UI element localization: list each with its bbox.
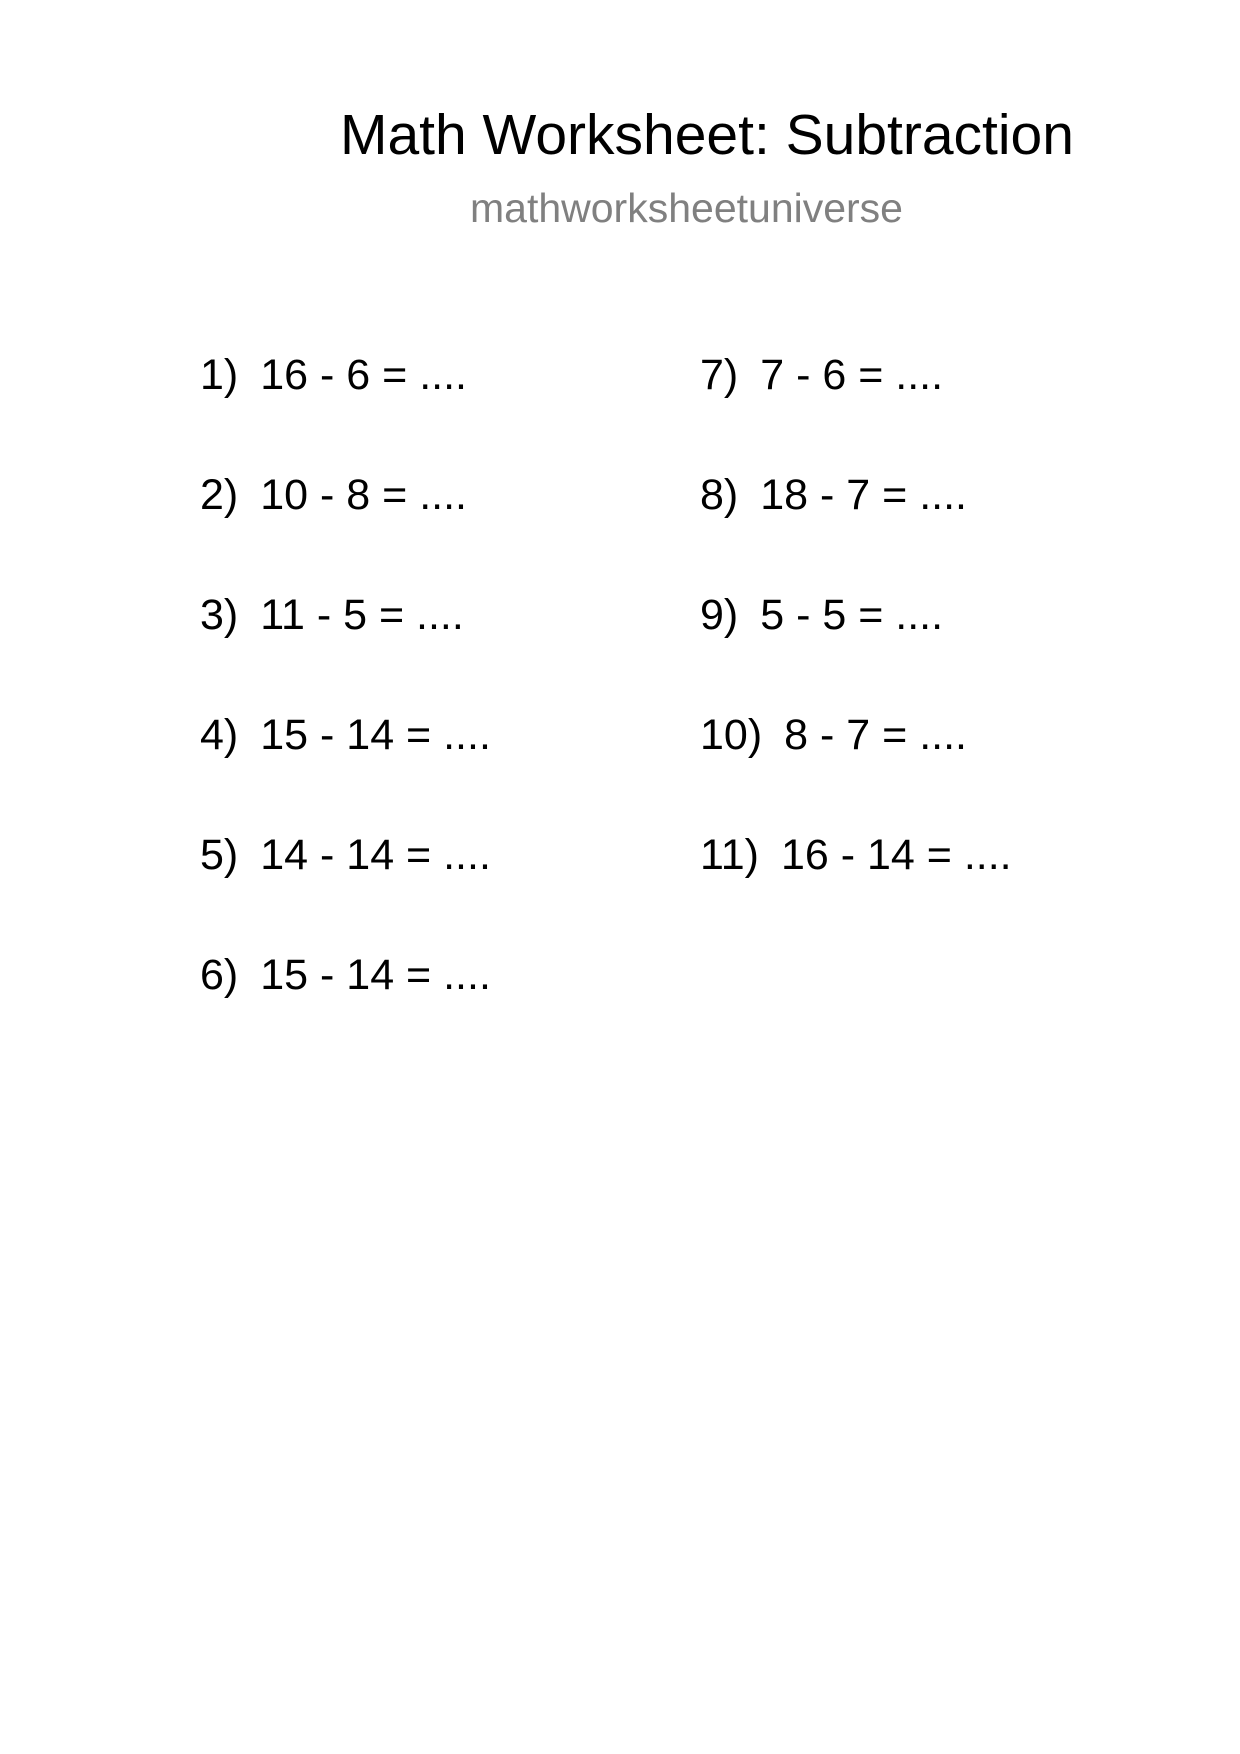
problem-expression: 16 - 6 = .... xyxy=(260,351,467,399)
problem-number: 3) xyxy=(200,591,239,639)
problem-expression: 16 - 14 = .... xyxy=(780,831,1012,879)
problem-expression: 5 - 5 = .... xyxy=(760,591,944,639)
problem-number: 2) xyxy=(200,471,239,519)
problem-number: 4) xyxy=(200,711,239,759)
problem-expression: 15 - 14 = .... xyxy=(260,951,491,999)
problem-9 xyxy=(700,590,1012,710)
problem-expression: 10 - 8 = .... xyxy=(260,471,467,519)
problem-1 xyxy=(200,350,491,470)
problem-expression: 18 - 7 = .... xyxy=(760,471,967,519)
problem-number: 5) xyxy=(200,831,239,879)
problem-10 xyxy=(700,710,1012,830)
problem-2 xyxy=(200,470,491,590)
problem-column-right xyxy=(700,350,1012,950)
problem-number: 8) xyxy=(700,471,739,519)
problem-number: 10) xyxy=(700,711,763,759)
problem-expression: 14 - 14 = .... xyxy=(260,831,491,879)
problem-number: 6) xyxy=(200,951,239,999)
page-title: Math Worksheet: Subtraction xyxy=(340,103,1074,167)
problem-expression: 15 - 14 = .... xyxy=(260,711,491,759)
problem-number: 9) xyxy=(700,591,739,639)
problem-8 xyxy=(700,470,1012,590)
problem-11 xyxy=(700,830,1012,950)
problem-number: 1) xyxy=(200,351,239,399)
problem-3 xyxy=(200,590,491,710)
problem-number: 11) xyxy=(700,831,759,879)
problem-expression: 8 - 7 = .... xyxy=(784,711,967,759)
page-subtitle: mathworksheetuniverse xyxy=(470,185,903,231)
problem-number: 7) xyxy=(700,351,739,399)
problem-6 xyxy=(200,950,491,1070)
problem-4 xyxy=(200,710,491,830)
problem-column-left xyxy=(200,350,491,1070)
problem-expression: 7 - 6 = .... xyxy=(760,351,944,399)
problem-7 xyxy=(700,350,1012,470)
problem-5 xyxy=(200,830,491,950)
problem-expression: 11 - 5 = .... xyxy=(260,591,464,639)
